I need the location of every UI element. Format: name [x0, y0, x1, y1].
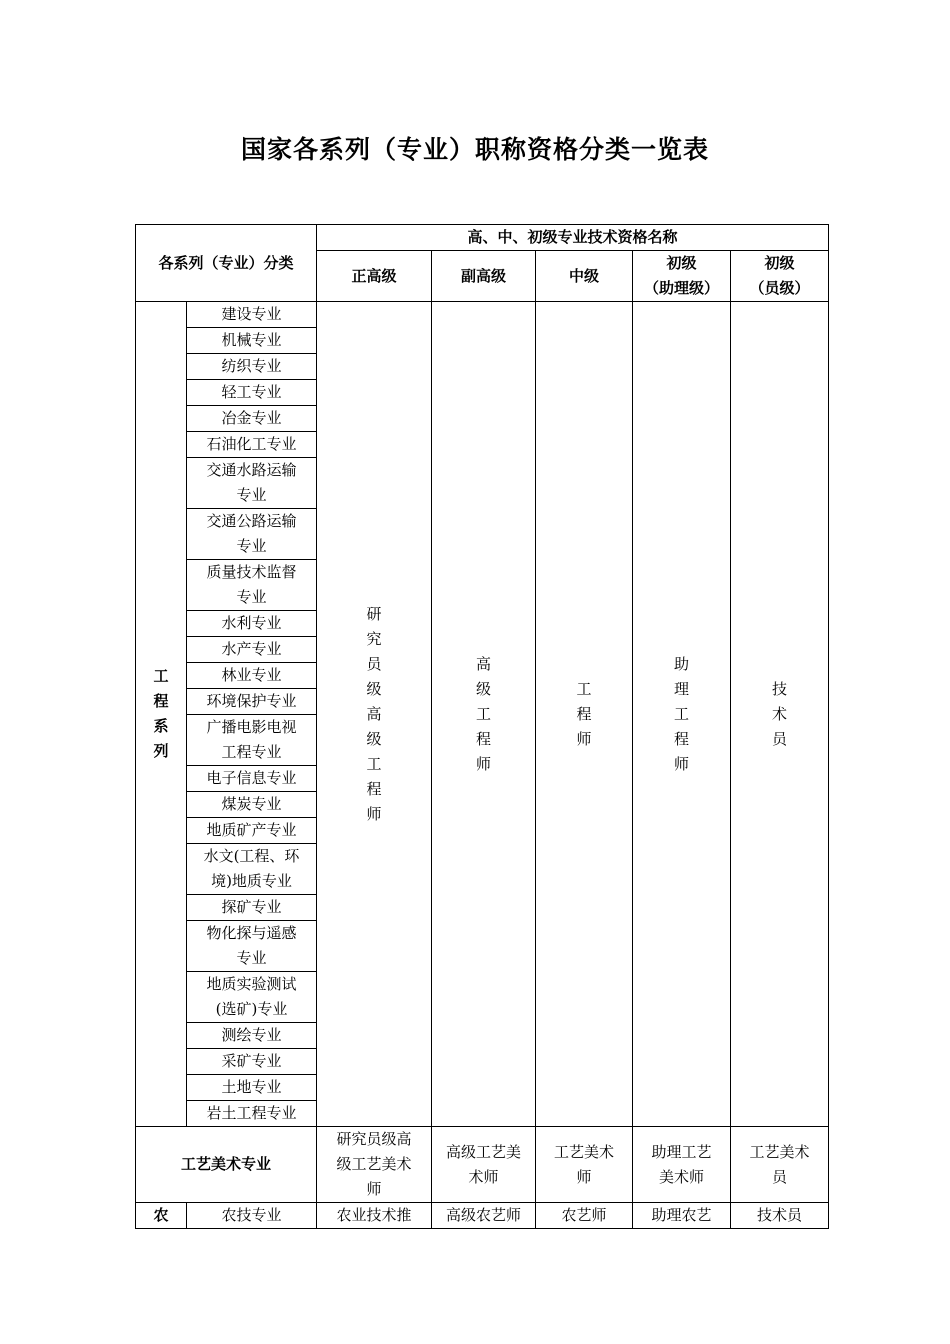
series-char: 程 — [153, 692, 169, 710]
specialty-name — [187, 1049, 317, 1075]
specialty-line: 专业 — [236, 486, 267, 504]
specialty-name — [187, 663, 317, 689]
level-header-line: 中级 — [569, 266, 600, 285]
specialty-line: 境)地质专业 — [211, 872, 292, 890]
category-header: 各系列（专业）分类 — [136, 225, 317, 302]
arts-row — [136, 1127, 829, 1203]
specialty-line: 水产专业 — [221, 640, 282, 658]
specialty-line: 纺织专业 — [221, 357, 282, 375]
engineering-title-1 — [432, 302, 536, 1127]
specialty-line: 质量技术监督 — [206, 563, 297, 581]
title-line: 高级工艺美 — [446, 1142, 522, 1161]
engineering-title-0 — [317, 302, 432, 1127]
title-line: 员 — [772, 1167, 788, 1186]
arts-title-3 — [633, 1127, 731, 1203]
series-char: 工 — [153, 667, 169, 685]
specialty-row — [136, 302, 829, 328]
title-char: 师 — [674, 754, 690, 773]
title-char: 高 — [476, 654, 492, 673]
agri-title-0: 农业技术推 — [317, 1203, 432, 1229]
arts-title-0 — [317, 1127, 432, 1203]
specialty-name — [187, 637, 317, 663]
level-header-subline: （助理级） — [644, 279, 720, 297]
title-char: 助 — [674, 654, 690, 673]
agri-title-4: 技术员 — [731, 1203, 829, 1229]
level-header-0 — [317, 251, 432, 302]
arts-title-2 — [536, 1127, 633, 1203]
arts-title-1 — [432, 1127, 536, 1203]
series-char: 系 — [153, 717, 169, 735]
title-char: 级 — [476, 679, 492, 698]
specialty-line: 轻工专业 — [221, 383, 282, 401]
specialty-line: 采矿专业 — [221, 1052, 282, 1070]
specialty-line: 冶金专业 — [221, 409, 282, 427]
specialty-name — [187, 354, 317, 380]
specialty-name — [187, 766, 317, 792]
title-char: 术 — [772, 704, 788, 723]
title-char: 研 — [366, 604, 382, 623]
agri-title-2: 农艺师 — [536, 1203, 633, 1229]
title-char: 员 — [366, 654, 382, 673]
title-char: 究 — [366, 629, 382, 648]
title-char: 级 — [366, 679, 382, 698]
title-line: 美术师 — [659, 1167, 705, 1186]
specialty-name — [187, 1023, 317, 1049]
specialty-line: 机械专业 — [221, 331, 282, 349]
page-title: 国家各系列（专业）职称资格分类一览表 — [240, 135, 709, 164]
arts-title-4 — [731, 1127, 829, 1203]
title-char: 工 — [674, 704, 690, 723]
specialty-name — [187, 302, 317, 328]
specialty-name — [187, 715, 317, 766]
specialty-line: 岩土工程专业 — [206, 1104, 297, 1122]
title-line: 级工艺美术 — [336, 1155, 412, 1173]
agri-title-3: 助理农艺 — [633, 1203, 731, 1229]
specialty-name — [187, 328, 317, 354]
title-line: 师 — [366, 1180, 382, 1198]
specialty-name — [187, 432, 317, 458]
title-line: 研究员级高 — [336, 1130, 412, 1148]
title-line: 助理工艺 — [651, 1142, 712, 1161]
level-header-subline: （员级） — [749, 279, 810, 297]
specialty-name — [187, 818, 317, 844]
title-classification-table — [135, 224, 829, 1229]
specialty-line: 石油化工专业 — [206, 435, 297, 453]
specialty-name — [187, 921, 317, 972]
specialty-name — [187, 458, 317, 509]
specialty-name — [187, 380, 317, 406]
specialty-name — [187, 972, 317, 1023]
specialty-line: 水利专业 — [221, 614, 282, 632]
title-line: 工艺美术 — [554, 1142, 615, 1161]
specialty-name — [187, 1101, 317, 1127]
qualification-group-header: 高、中、初级专业技术资格名称 — [317, 225, 829, 251]
specialty-name — [187, 1075, 317, 1101]
specialty-line: 林业专业 — [221, 666, 282, 684]
specialty-line: 探矿专业 — [221, 898, 282, 916]
engineering-title-4 — [731, 302, 829, 1127]
title-char: 程 — [366, 779, 382, 798]
specialty-line: (选矿)专业 — [215, 1000, 288, 1018]
specialty-line: 煤炭专业 — [221, 795, 282, 813]
specialty-line: 交通水路运输 — [206, 461, 297, 479]
series-char: 列 — [153, 742, 169, 760]
specialty-name — [187, 560, 317, 611]
specialty-name — [187, 895, 317, 921]
specialty-line: 土地专业 — [221, 1078, 282, 1096]
specialty-line: 工程专业 — [221, 743, 282, 761]
title-char: 技 — [772, 679, 788, 698]
specialty-name — [187, 689, 317, 715]
title-line: 术师 — [468, 1167, 499, 1186]
title-char: 程 — [674, 729, 690, 748]
agri-specialty-name: 农技专业 — [187, 1203, 317, 1229]
arts-specialty-label: 工艺美术专业 — [136, 1127, 317, 1203]
engineering-title-2 — [536, 302, 633, 1127]
level-header-1 — [432, 251, 536, 302]
agri-title-1: 高级农艺师 — [432, 1203, 536, 1229]
specialty-line: 专业 — [236, 588, 267, 606]
specialty-name — [187, 406, 317, 432]
title-char: 员 — [772, 729, 788, 748]
level-header-4 — [731, 251, 829, 302]
title-char: 师 — [366, 804, 382, 823]
title-char: 理 — [674, 679, 690, 698]
title-char: 程 — [476, 729, 492, 748]
title-line: 师 — [576, 1167, 592, 1186]
agri-series-label: 农 — [136, 1203, 187, 1229]
agri-row — [136, 1203, 829, 1229]
engineering-title-3 — [633, 302, 731, 1127]
title-char: 师 — [576, 729, 592, 748]
specialty-line: 专业 — [236, 949, 267, 967]
specialty-name — [187, 509, 317, 560]
level-header-2 — [536, 251, 633, 302]
title-char: 程 — [576, 704, 592, 723]
title-char: 高 — [366, 704, 382, 723]
title-char: 工 — [366, 754, 382, 773]
specialty-line: 水文(工程、环 — [203, 847, 300, 865]
title-line: 工艺美术 — [749, 1142, 810, 1161]
specialty-name — [187, 792, 317, 818]
specialty-line: 地质实验测试 — [206, 975, 297, 993]
level-header-line: 正高级 — [351, 266, 397, 285]
specialty-line: 专业 — [236, 537, 267, 555]
title-char: 工 — [576, 679, 592, 698]
title-char: 工 — [476, 704, 492, 723]
specialty-line: 建设专业 — [221, 305, 282, 323]
title-char: 师 — [476, 754, 492, 773]
specialty-line: 交通公路运输 — [206, 512, 297, 530]
specialty-line: 广播电影电视 — [206, 718, 297, 736]
specialty-line: 电子信息专业 — [206, 769, 297, 787]
specialty-name — [187, 844, 317, 895]
level-header-line: 初级 — [764, 254, 795, 272]
level-header-line: 副高级 — [461, 266, 507, 285]
specialty-name — [187, 611, 317, 637]
level-header-3 — [633, 251, 731, 302]
specialty-line: 环境保护专业 — [206, 692, 297, 710]
title-char: 级 — [366, 729, 382, 748]
specialty-line: 地质矿产专业 — [206, 821, 297, 839]
specialty-line: 测绘专业 — [221, 1026, 282, 1044]
engineering-series-label — [136, 302, 187, 1127]
level-header-line: 初级 — [666, 254, 697, 272]
specialty-line: 物化探与遥感 — [206, 924, 297, 942]
